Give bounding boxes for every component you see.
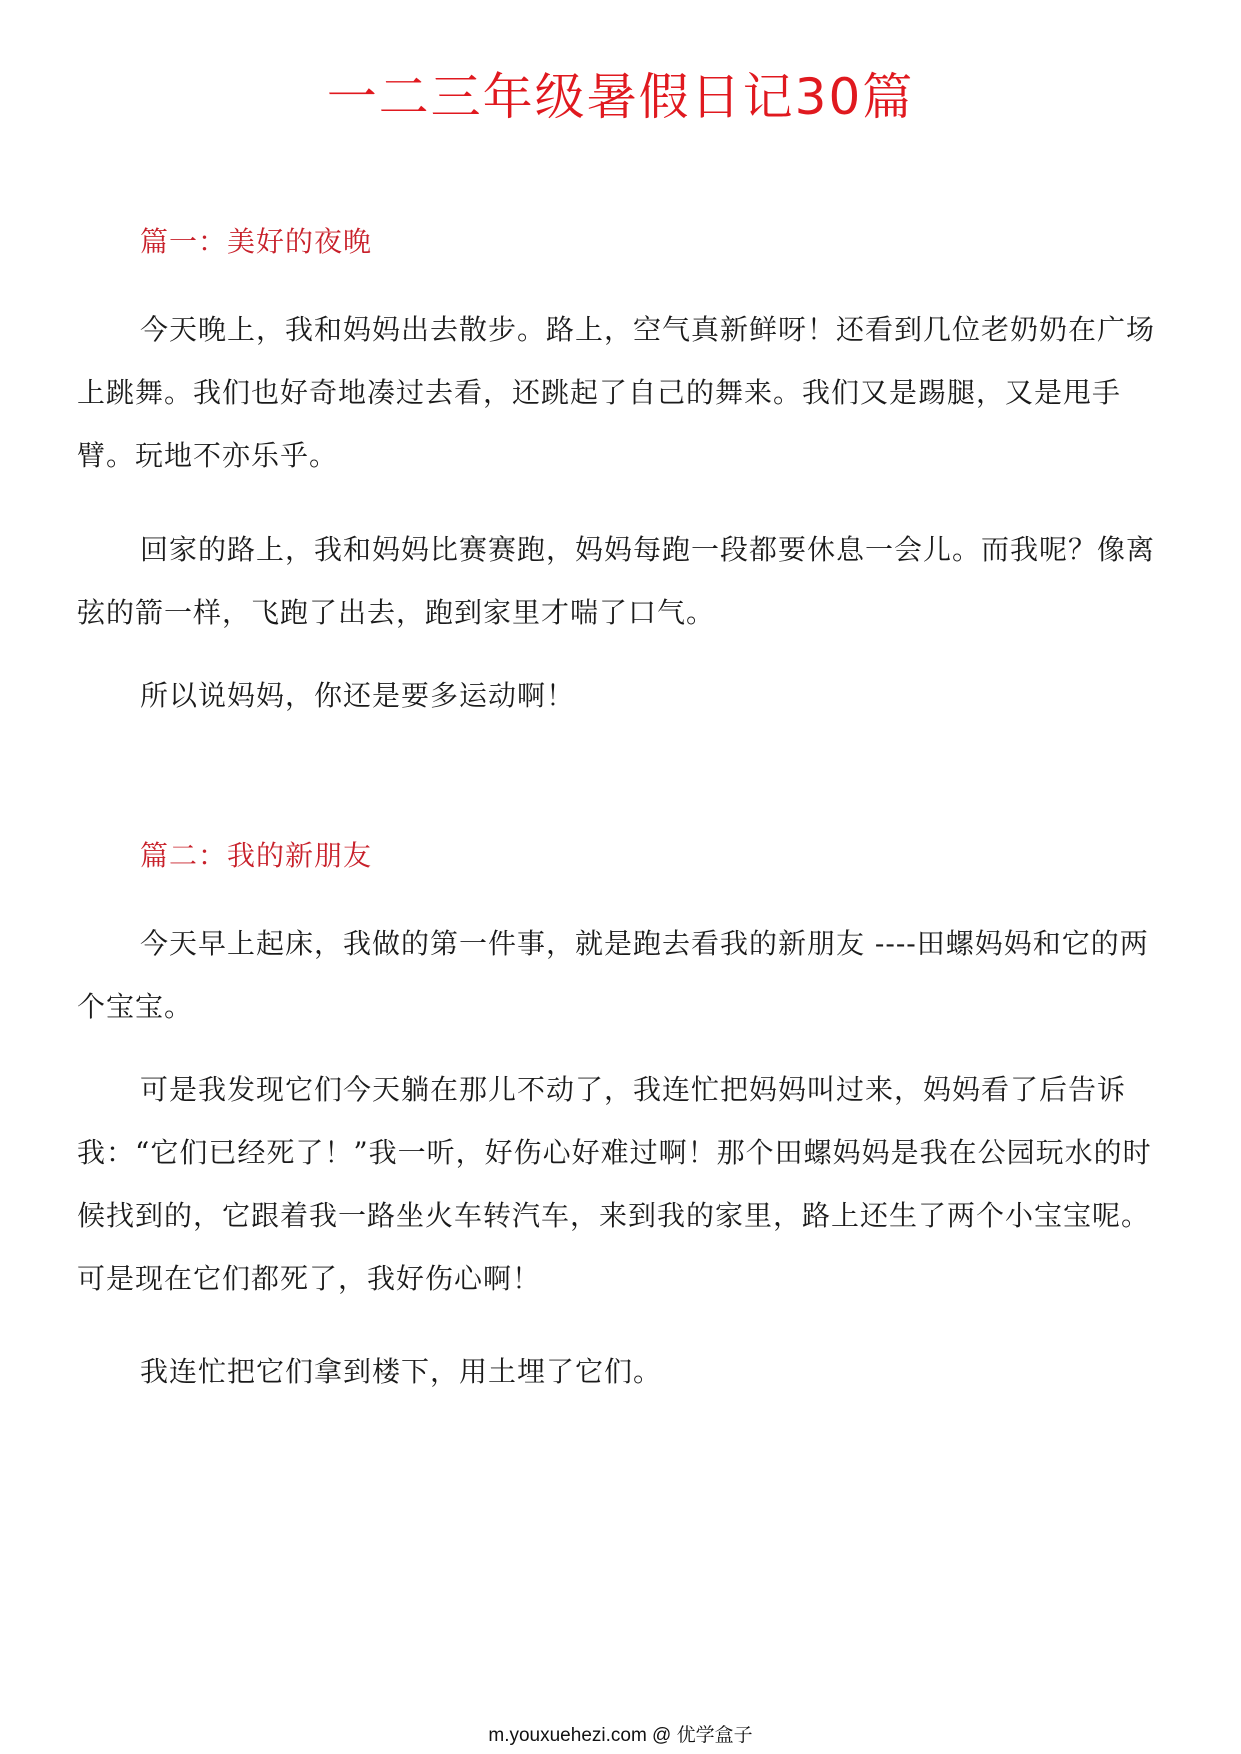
section-2-paragraph-1: 今天早上起床，我做的第一件事，就是跑去看我的新朋友 ----田螺妈妈和它的两个宝宝。	[77, 927, 1149, 1023]
document-title: 一二三年级暑假日记30篇	[326, 68, 915, 126]
section-2-paragraph-2: 可是我发现它们今天躺在那儿不动了，我连忙把妈妈叫过来，妈妈看了后告诉我：“它们已经死了！”我一听，好伤心好难过啊！那个田螺妈妈是我在公园玩水的时候找到的，它跟着我一路坐火车转汽车，来到我的家里，路上还生了两个小宝宝呢。可是现在它们都死了，我好伤心啊！	[77, 1073, 1152, 1295]
section-1-paragraph-3: 所以说妈妈，你还是要多运动啊！	[140, 679, 576, 712]
section-1-paragraph-1: 今天晚上，我和妈妈出去散步。路上，空气真新鲜呀！还看到几位老奶奶在广场上跳舞。我们也好奇地凑过去看，还跳起了自己的舞来。我们又是踢腿，又是甩手臂。玩地不亦乐乎。	[77, 313, 1156, 472]
section-1-heading: 篇一：美好的夜晚	[140, 225, 373, 258]
section-1-paragraph-2: 回家的路上，我和妈妈比赛赛跑，妈妈每跑一段都要休息一会儿。而我呢？像离弦的箭一样，飞跑了出去，跑到家里才喘了口气。	[77, 533, 1156, 629]
footer-source-link[interactable]: m.youxuehezi.com @ 优学盒子	[488, 1725, 753, 1746]
section-2-heading: 篇二：我的新朋友	[140, 839, 373, 872]
section-2-paragraph-3: 我连忙把它们拿到楼下，用土埋了它们。	[140, 1355, 663, 1388]
